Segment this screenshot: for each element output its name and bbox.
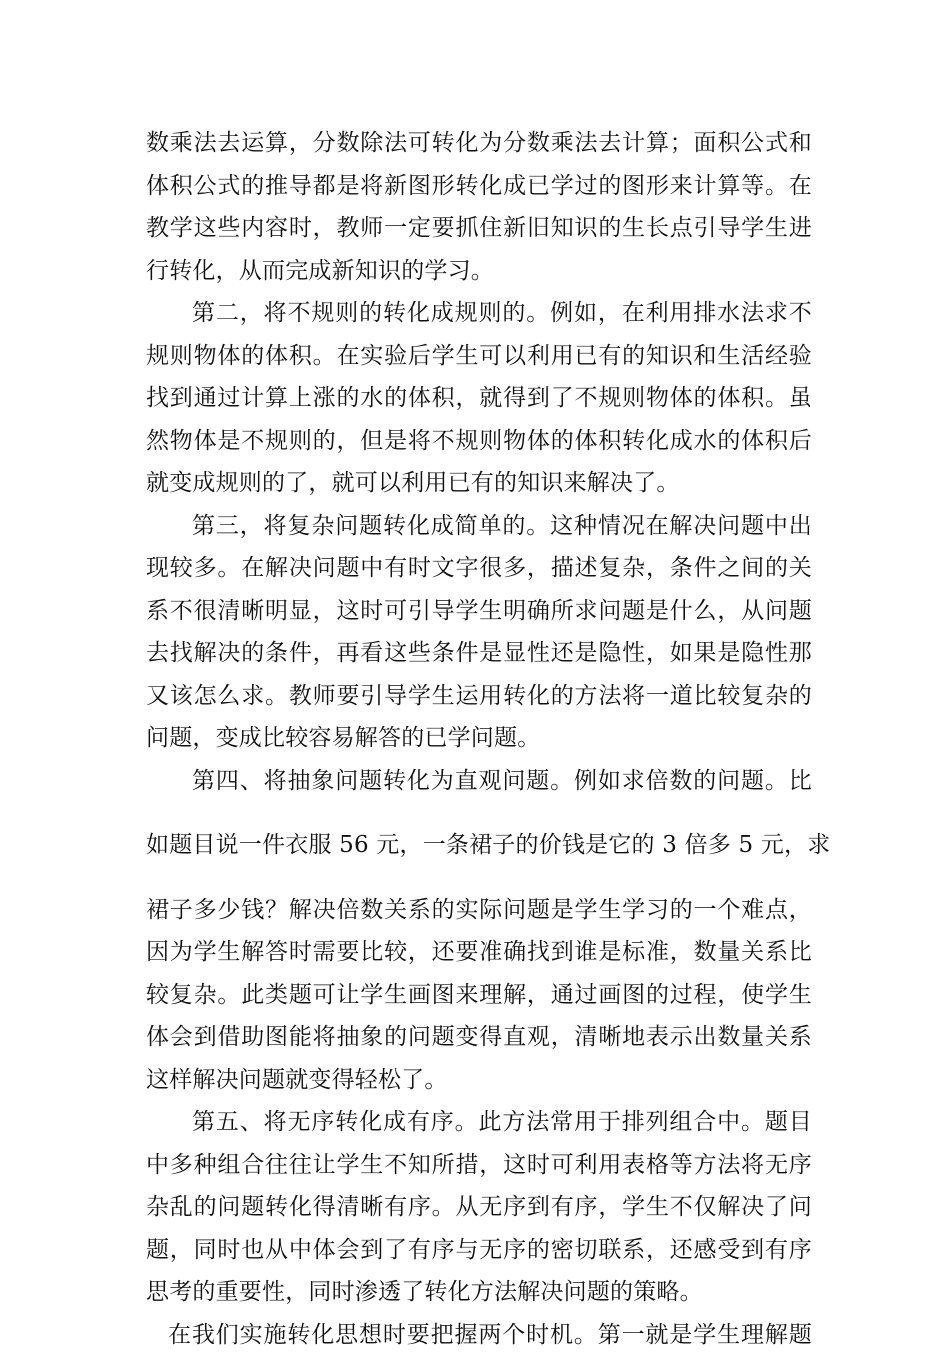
text-line: 数乘法去运算，分数除法可转化为分数乘法去计算；面积公式和 bbox=[146, 122, 812, 165]
text-line: 体积公式的推导都是将新图形转化成已学过的图形来计算等。在 bbox=[146, 165, 812, 208]
text-line: 问题，变成比较容易解答的已学问题。 bbox=[146, 717, 812, 760]
text-line: 思考的重要性，同时渗透了转化方法解决问题的策略。 bbox=[146, 1271, 812, 1314]
text-line: 因为学生解答时需要比较，还要准确找到谁是标准，数量关系比 bbox=[146, 931, 812, 974]
text-line: 第二，将不规则的转化成规则的。例如，在利用排水法求不 bbox=[146, 292, 812, 335]
text-line: 就变成规则的了，就可以利用已有的知识来解决了。 bbox=[146, 462, 812, 505]
text-line: 第五、将无序转化成有序。此方法常用于排列组合中。题目 bbox=[146, 1101, 812, 1144]
text-line: 杂乱的问题转化得清晰有序。从无序到有序，学生不仅解决了问 bbox=[146, 1186, 812, 1229]
text-line: 第三，将复杂问题转化成简单的。这种情况在解决问题中出 bbox=[146, 505, 812, 548]
text-line: 体会到借助图能将抽象的问题变得直观，清晰地表示出数量关系 bbox=[146, 1016, 812, 1059]
text-line: 现较多。在解决问题中有时文字很多，描述复杂，条件之间的关 bbox=[146, 547, 812, 590]
text-line: 第四、将抽象问题转化为直观问题。例如求倍数的问题。比 bbox=[146, 760, 812, 803]
text-line: 裙子多少钱？解决倍数关系的实际问题是学生学习的一个难点， bbox=[146, 889, 812, 932]
text-line: 然物体是不规则的，但是将不规则物体的体积转化成水的体积后 bbox=[146, 420, 812, 463]
text-line: 中多种组合往往让学生不知所措，这时可利用表格等方法将无序 bbox=[146, 1144, 812, 1187]
text-line: 在我们实施转化思想时要把握两个时机。第一就是学生理解题 bbox=[146, 1314, 812, 1356]
text-line: 行转化，从而完成新知识的学习。 bbox=[146, 250, 812, 293]
text-line: 规则物体的体积。在实验后学生可以利用已有的知识和生活经验 bbox=[146, 335, 812, 378]
text-line: 系不很清晰明显，这时可引导学生明确所求问题是什么，从问题 bbox=[146, 590, 812, 633]
text-line: 这样解决问题就变得轻松了。 bbox=[146, 1059, 812, 1102]
text-line: 找到通过计算上涨的水的体积，就得到了不规则物体的体积。虽 bbox=[146, 377, 812, 420]
text-line: 去找解决的条件，再看这些条件是显性还是隐性，如果是隐性那 bbox=[146, 632, 812, 675]
text-line: 较复杂。此类题可让学生画图来理解，通过画图的过程，使学生 bbox=[146, 974, 812, 1017]
text-line: 如题目说一件衣服 56 元，一条裙子的价钱是它的 3 倍多 5 元，求 bbox=[146, 824, 812, 867]
text-line: 题，同时也从中体会到了有序与无序的密切联系，还感受到有序 bbox=[146, 1229, 812, 1272]
paragraph-group-1 bbox=[146, 122, 812, 1356]
text-line: 又该怎么求。教师要引导学生运用转化的方法将一道比较复杂的 bbox=[146, 675, 812, 718]
text-line: 教学这些内容时，教师一定要抓住新旧知识的生长点引导学生进 bbox=[146, 207, 812, 250]
